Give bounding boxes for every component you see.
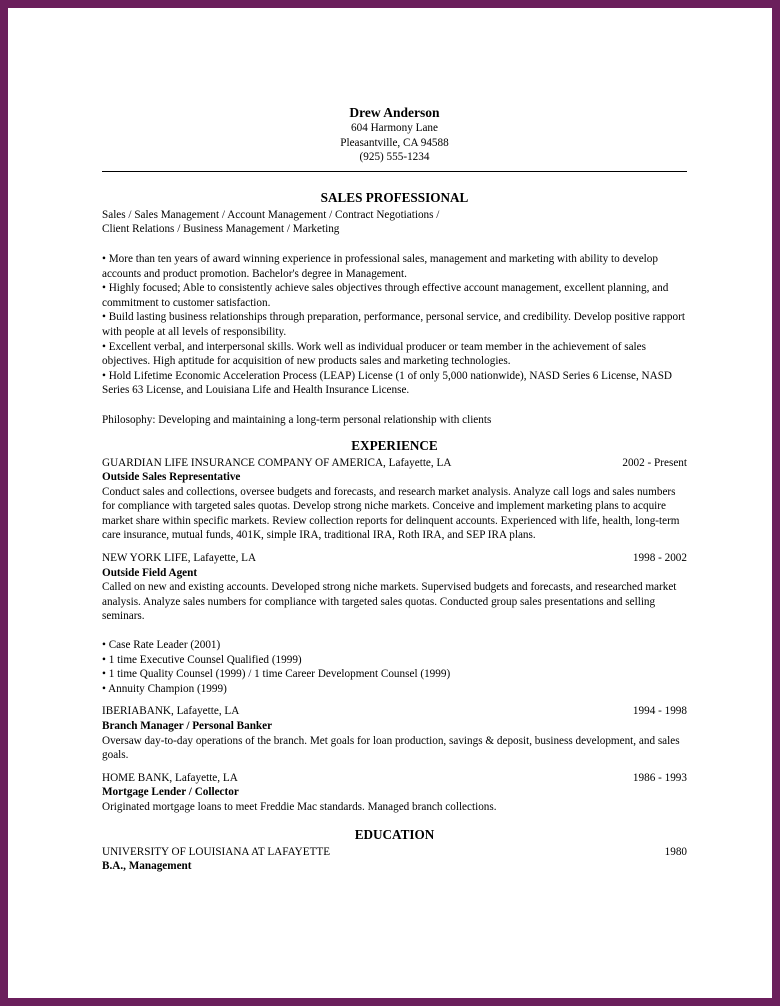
experience-section bbox=[102, 438, 687, 815]
resume-content bbox=[102, 104, 687, 874]
job-entry bbox=[102, 704, 687, 762]
job-description: Originated mortgage loans to meet Freddie Mac standards. Managed branch collections. bbox=[102, 800, 497, 813]
award-list bbox=[102, 638, 687, 696]
experience-title: EXPERIENCE bbox=[351, 437, 438, 453]
job-role: Mortgage Lender / Collector bbox=[102, 786, 239, 799]
job-entry bbox=[102, 456, 687, 544]
job-company: HOME BANK, Lafayette, LA bbox=[102, 771, 238, 784]
contact-header bbox=[102, 104, 687, 165]
job-entry bbox=[102, 771, 687, 815]
degree: B.A., Management bbox=[102, 860, 192, 873]
street-address: 604 Harmony Lane bbox=[351, 122, 438, 134]
city-state-zip: Pleasantville, CA 94588 bbox=[340, 136, 449, 149]
award-item: • 1 time Quality Counsel (1999) / 1 time Career Development Counsel (1999) bbox=[102, 668, 451, 681]
job-description: Oversaw day-to-day operations of the branch. Met goals for loan production, savings & deposit, business development, and sales goals. bbox=[102, 734, 680, 762]
areas-line: Sales / Sales Management / Account Management / Contract Negotiations / bbox=[102, 208, 440, 221]
education-section bbox=[102, 827, 687, 874]
summary-bullets bbox=[102, 252, 687, 398]
job-company: GUARDIAN LIFE INSURANCE COMPANY OF AMERICA, Lafayette, LA bbox=[102, 456, 452, 469]
award-item: • Annuity Champion (1999) bbox=[102, 682, 227, 695]
areas-line: Client Relations / Business Management / Marketing bbox=[102, 223, 340, 236]
job-company: IBERIABANK, Lafayette, LA bbox=[102, 705, 240, 718]
summary-bullet: • Excellent verbal, and interpersonal skills. Work well as individual producer or team member in the achievement of sales objectives. High aptitude for acquisition of new products sales and marketing technologies. bbox=[102, 340, 646, 368]
header-divider bbox=[102, 171, 687, 172]
resume-page bbox=[8, 8, 772, 998]
summary-bullet: • More than ten years of award winning experience in professional sales, management and marketing with ability to develop accounts and product promotion. Bachelor's degree in Management. bbox=[102, 252, 658, 280]
job-role: Branch Manager / Personal Banker bbox=[102, 720, 273, 732]
phone-number: (925) 555-1234 bbox=[359, 151, 430, 164]
award-item: • Case Rate Leader (2001) bbox=[102, 639, 221, 652]
summary-bullet: • Build lasting business relationships through preparation, performance, personal service, and credibility. Develop positive rapport with people at all levels of responsibility. bbox=[102, 311, 685, 338]
philosophy-statement: Philosophy: Developing and maintaining a long-term personal relationship with clients bbox=[102, 413, 492, 426]
candidate-name: Drew Anderson bbox=[349, 105, 440, 120]
job-dates: 1998 - 2002 bbox=[632, 552, 687, 565]
job-description: Called on new and existing accounts. Developed strong niche markets. Supervised budgets and forecasts, and researched market analysis. Analyze sales numbers for compliance with targeted sales quotas. Conducted group sales presentations and selling seminars. bbox=[102, 581, 677, 623]
job-role: Outside Sales Representative bbox=[102, 471, 241, 484]
job-dates: 2002 - Present bbox=[622, 456, 687, 469]
job-dates: 1986 - 1993 bbox=[632, 771, 687, 784]
school-name: UNIVERSITY OF LOUISIANA AT LAFAYETTE bbox=[102, 845, 331, 858]
job-role: Outside Field Agent bbox=[102, 566, 198, 579]
job-description: Conduct sales and collections, oversee budgets and forecasts, and research market analysis. Analyze call logs and sales numbers for compliance with targeted sales quotas. Develop strong niche markets. Conceive and implement marketing plans to acquire market share within specific markets. Review collection reports for delinquent accounts. Experienced with life, health, long-term care insurance, mutual funds, 401K, simple IRA, traditional IRA, Roth IRA, and SEP IRA plans. bbox=[102, 485, 680, 542]
summary-title: SALES PROFESSIONAL bbox=[320, 189, 469, 205]
summary-bullet: • Highly focused; Able to consistently achieve sales objectives through effective account management, excellent planning, and commitment to customer satisfaction. bbox=[102, 282, 669, 309]
job-dates: 1994 - 1998 bbox=[632, 705, 687, 718]
summary-section bbox=[102, 190, 687, 428]
job-company: NEW YORK LIFE, Lafayette, LA bbox=[102, 552, 257, 565]
education-title: EDUCATION bbox=[354, 826, 435, 842]
award-item: • 1 time Executive Counsel Qualified (1999) bbox=[102, 653, 302, 666]
graduation-year: 1980 bbox=[664, 845, 687, 858]
summary-bullet: • Hold Lifetime Economic Acceleration Process (LEAP) License (1 of only 5,000 nationwide), NASD Series 6 License, NASD Series 63 License, and Louisiana Life and Health Insurance License. bbox=[102, 369, 672, 397]
job-entry bbox=[102, 551, 687, 696]
